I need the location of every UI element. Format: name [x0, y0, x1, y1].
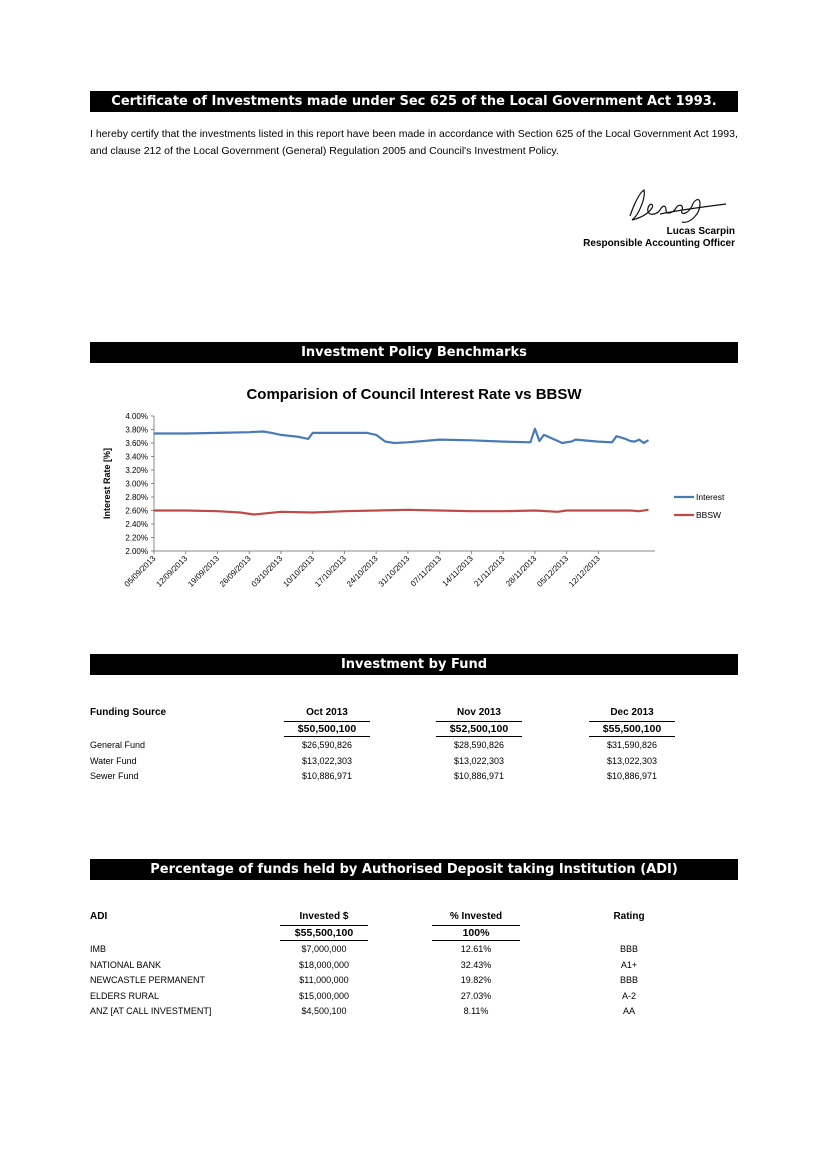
series-point-bbsw — [534, 510, 535, 511]
x-tick-label: 28/11/2013 — [504, 554, 539, 589]
x-tick-label: 17/10/2013 — [313, 554, 348, 589]
series-line-interest — [154, 429, 648, 443]
series-point-bbsw — [557, 511, 558, 512]
legend-label-interest: Interest — [696, 492, 725, 502]
x-tick-label: 21/11/2013 — [472, 554, 507, 589]
percent-total: 100% — [432, 925, 520, 941]
series-point-bbsw — [280, 511, 281, 512]
y-tick-label: 3.20% — [125, 466, 148, 475]
series-point-interest — [639, 439, 640, 440]
adi-row-name: NATIONAL BANK — [90, 959, 162, 970]
series-point-interest — [630, 440, 631, 441]
adi-row-rating: A-2 — [621, 990, 636, 1001]
series-point-bbsw — [376, 510, 377, 511]
series-point-interest — [344, 432, 345, 433]
series-point-interest — [534, 428, 535, 429]
y-tick-label: 2.00% — [125, 547, 148, 556]
rating-header: Rating — [613, 911, 645, 922]
adi-heading: Percentage of funds held by Authorised Deposit taking Institution (ADI) — [90, 859, 738, 880]
fund-month-header: Oct 2013 — [306, 707, 348, 718]
series-point-interest — [598, 441, 599, 442]
series-point-bbsw — [639, 511, 640, 512]
fund-row-value: $31,590,826 — [606, 740, 658, 750]
x-tick-label: 12/12/2013 — [567, 554, 602, 589]
certificate-heading: Certificate of Investments made under Sec 625 of the Local Government Act 1993. — [90, 91, 738, 112]
series-point-bbsw — [407, 509, 408, 510]
x-tick-label: 24/10/2013 — [344, 554, 380, 589]
adi-row-invested: $4,500,100 — [301, 1006, 347, 1016]
legend-label-bbsw: BBSW — [696, 510, 722, 520]
adi-row-name: NEWCASTLE PERMANENT — [90, 975, 206, 985]
series-point-bbsw — [648, 509, 649, 510]
series-point-interest — [571, 441, 572, 442]
series-point-interest — [530, 442, 531, 443]
y-tick-label: 2.20% — [125, 533, 148, 543]
y-tick-label: 2.40% — [125, 520, 148, 529]
series-point-bbsw — [217, 511, 218, 512]
series-point-interest — [271, 432, 272, 433]
fund-month-header: Nov 2013 — [457, 707, 501, 718]
series-point-bbsw — [312, 512, 313, 513]
series-point-interest — [262, 431, 263, 432]
x-tick-label: 05/12/2013 — [535, 554, 571, 589]
series-point-interest — [611, 442, 612, 443]
x-tick-label: 05/09/2013 — [122, 554, 158, 589]
interest-rate-chart — [90, 405, 738, 620]
fund-row-name: Sewer Fund — [90, 771, 139, 781]
adi-row-name: ANZ [AT CALL INVESTMENT] — [90, 1006, 212, 1016]
y-tick-label: 2.80% — [125, 493, 148, 502]
percent-header: % Invested — [449, 911, 503, 922]
series-point-interest — [471, 440, 472, 441]
series-point-interest — [298, 436, 299, 437]
adi-row-percent: 19.82% — [460, 975, 492, 985]
series-point-bbsw — [503, 511, 504, 512]
chart-title: Comparision of Council Interest Rate vs BBSW — [246, 386, 582, 403]
series-point-interest — [185, 433, 186, 434]
x-tick-label: 10/10/2013 — [281, 554, 317, 589]
x-tick-label: 19/09/2013 — [186, 554, 221, 589]
y-tick-label: 3.40% — [125, 452, 148, 462]
signature — [620, 186, 730, 228]
series-point-interest — [439, 439, 440, 440]
y-tick-label: 2.60% — [125, 506, 148, 516]
fund-row-value: $26,590,826 — [301, 740, 353, 750]
fund-row-value: $13,022,303 — [301, 755, 353, 766]
series-point-interest — [308, 438, 309, 439]
series-point-interest — [616, 436, 617, 437]
certificate-text: I hereby certify that the investments listed in this report have been made in accordance with Section 625 of the Local Government Act 1993, and clause 212 of the Local Government (General) Regulation 2005 and Council's Investment Policy. — [90, 128, 738, 157]
y-tick-label: 3.60% — [125, 439, 148, 448]
fund-month-total: $55,500,100 — [589, 721, 675, 737]
fund-row-value: $10,886,971 — [453, 771, 505, 781]
series-point-interest — [394, 442, 395, 443]
series-point-interest — [376, 434, 377, 435]
adi-row-rating: BBB — [619, 944, 638, 954]
series-point-bbsw — [566, 510, 567, 511]
fund-month-header: Dec 2013 — [610, 707, 654, 718]
fund-row-value: $13,022,303 — [453, 755, 505, 766]
adi-row-invested: $11,000,000 — [299, 975, 349, 985]
adi-row-rating: BBB — [619, 975, 638, 985]
series-point-interest — [503, 441, 504, 442]
series-point-interest — [153, 433, 154, 434]
fund-month-total: $50,500,100 — [284, 721, 370, 737]
invested-total: $55,500,100 — [280, 925, 368, 941]
adi-row-percent: 8.11% — [463, 1006, 489, 1016]
series-point-bbsw — [185, 510, 186, 511]
signatory-title: Responsible Accounting Officer — [583, 238, 735, 249]
series-point-interest — [217, 432, 218, 433]
series-point-interest — [648, 440, 649, 441]
x-tick-label: 31/10/2013 — [376, 554, 412, 589]
adi-row-rating: AA — [622, 1006, 635, 1016]
adi-row-rating: A1+ — [620, 959, 638, 970]
adi-row-invested: $7,000,000 — [301, 944, 347, 954]
fund-row-name: General Fund — [90, 740, 146, 750]
x-tick-label: 14/11/2013 — [440, 554, 475, 589]
x-tick-label: 03/10/2013 — [249, 554, 285, 589]
series-point-bbsw — [344, 511, 345, 512]
y-tick-label: 3.00% — [125, 479, 148, 489]
adi-row-percent: 32.43% — [460, 959, 492, 970]
series-point-interest — [367, 432, 368, 433]
series-point-bbsw — [598, 510, 599, 511]
x-tick-label: 07/11/2013 — [408, 554, 444, 589]
series-point-interest — [407, 442, 408, 443]
series-point-interest — [543, 434, 544, 435]
fund-row-value: $28,590,826 — [453, 740, 505, 750]
series-point-interest — [312, 432, 313, 433]
series-point-interest — [561, 442, 562, 443]
adi-header: ADI — [90, 911, 108, 922]
fund-row-value: $13,022,303 — [606, 755, 658, 766]
series-point-bbsw — [439, 510, 440, 511]
series-point-bbsw — [267, 513, 268, 514]
x-tick-label: 26/09/2013 — [217, 554, 253, 589]
x-tick-label: 12/09/2013 — [154, 554, 190, 589]
series-point-interest — [280, 434, 281, 435]
series-point-interest — [643, 442, 644, 443]
adi-row-name: ELDERS RURAL — [90, 990, 160, 1001]
y-tick-label: 4.00% — [125, 412, 148, 421]
series-point-interest — [575, 439, 576, 440]
series-point-interest — [634, 441, 635, 442]
adi-row-name: IMB — [90, 944, 107, 954]
signatory-name: Lucas Scarpin — [666, 226, 735, 237]
series-point-interest — [625, 438, 626, 439]
series-point-interest — [539, 440, 540, 441]
fund-row-name: Water Fund — [90, 755, 137, 766]
adi-row-percent: 12.61% — [460, 944, 492, 954]
funding-source-header: Funding Source — [90, 707, 167, 718]
adi-row-invested: $18,000,000 — [298, 959, 350, 970]
y-tick-label: 3.80% — [125, 425, 148, 435]
y-axis-label: Interest Rate [%] — [102, 447, 112, 520]
adi-row-percent: 27.03% — [460, 990, 492, 1001]
series-point-interest — [385, 441, 386, 442]
invested-header: Invested $ — [299, 911, 349, 922]
fund-row-value: $10,886,971 — [606, 771, 658, 781]
series-point-bbsw — [153, 510, 154, 511]
series-point-interest — [552, 438, 553, 439]
series-point-bbsw — [240, 512, 241, 513]
series-point-bbsw — [253, 514, 254, 515]
series-point-interest — [249, 432, 250, 433]
series-line-bbsw — [154, 510, 648, 515]
series-point-bbsw — [630, 510, 631, 511]
fund-month-total: $52,500,100 — [436, 721, 522, 737]
series-point-bbsw — [471, 511, 472, 512]
fund-row-value: $10,886,971 — [301, 771, 353, 781]
benchmarks-heading: Investment Policy Benchmarks — [90, 342, 738, 363]
adi-row-invested: $15,000,000 — [298, 990, 350, 1001]
fund-heading: Investment by Fund — [90, 654, 738, 675]
